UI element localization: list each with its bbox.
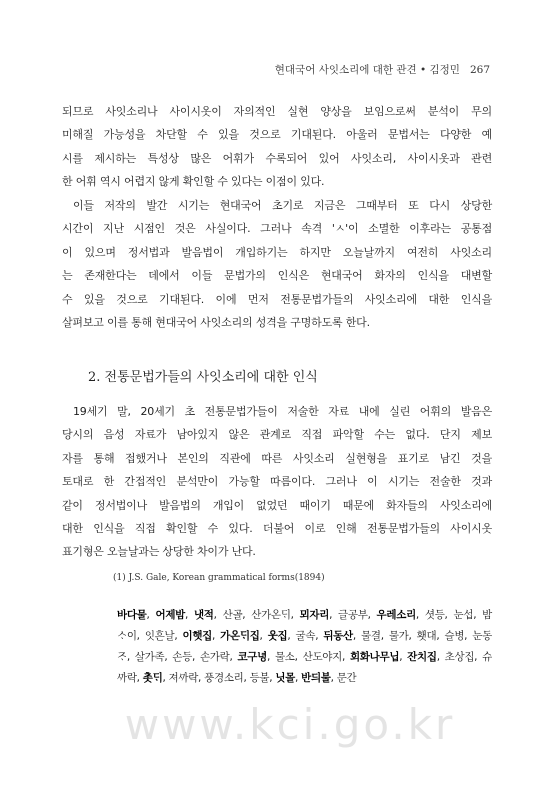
plain-words: , 굴속, — [287, 630, 324, 642]
bold-word: 웃집 — [267, 630, 288, 642]
text-line: 자를 통해 접했거나 본인의 직관에 따른 사잇소리 실현형을 표기로 남긴 것을 — [62, 451, 492, 465]
word-separator: , — [146, 609, 156, 621]
example-line — [117, 626, 492, 647]
bold-word: 냇적 — [193, 609, 214, 621]
text-line: 미해질 가능성을 차단할 수 있을 것으로 기대된다. 아울러 문법서는 다양한 예 — [62, 128, 492, 142]
example-line — [117, 668, 492, 689]
bold-word: 촛ᄃᆡ — [142, 672, 163, 684]
bold-word: 뫼자리 — [299, 609, 330, 621]
bold-word: 회화나무닙 — [349, 651, 400, 663]
bold-word: 어제밤 — [155, 609, 186, 621]
plain-words: , 문간 — [330, 672, 357, 684]
running-header — [250, 62, 490, 77]
bold-word: 가온ᄃᆡ집 — [220, 630, 260, 642]
text-line: 표기형은 오늘날과는 상당한 차이가 난다. — [62, 545, 256, 559]
paragraph-publication-period — [62, 194, 492, 334]
text-line: 시를 제시하는 특성상 많은 어휘가 수록되어 있어 사잇소리, 사이시옷과 관련 — [62, 151, 492, 165]
word-separator: , — [212, 630, 221, 642]
text-line: 같이 정서법이나 발음법의 개입이 없었던 때이기 때문에 화자들의 사잇소리에 — [62, 498, 492, 512]
text-line: 이 있으며 정서법과 발음법이 개입하기는 하지만 오늘날까지 여전히 사잇소리 — [62, 245, 492, 259]
word-separator: , — [185, 609, 194, 621]
word-separator: , — [295, 672, 302, 684]
example-line — [117, 605, 492, 626]
text-line: 이들 저작의 발간 시기는 현대국어 초기로 지금은 그때부터 또 다시 상당한 — [73, 199, 492, 212]
text-line: 대한 인식을 직접 확인할 수 있다. 더불어 이로 인해 전통문법가들의 사이시옷 — [62, 522, 492, 536]
section-heading: 2. 전통문법가들의 사잇소리에 대한 인식 — [88, 370, 318, 385]
bold-word: 이햇집 — [182, 630, 213, 642]
bold-word: 우레소리 — [376, 609, 416, 621]
paragraph-intro-continuation — [62, 100, 492, 194]
bold-word: 닛몰 — [275, 672, 296, 684]
text-line: 시간이 지난 시점인 것은 사실이다. 그러나 속격 'ㅅ'이 소멸한 이후라는 공통점 — [62, 222, 492, 236]
plain-words: ᄉᆞ이, 잇흔날, — [117, 630, 183, 642]
plain-words: , 글공부, — [329, 609, 377, 621]
text-line: 당시의 음성 자료가 남아있지 않은 관계로 직접 파악할 수는 없다. 단지 제보 — [62, 428, 492, 442]
plain-words: , 져ᄭᅡ락, 풍경소리, 등불, — [162, 672, 276, 684]
plain-words: , 초상집, 슈 — [436, 651, 492, 663]
word-separator: , — [259, 630, 268, 642]
text-line: 살펴보고 이를 통해 현대국어 사잇소리의 성격을 구명하도록 한다. — [62, 316, 370, 330]
bold-word: 반듸불 — [301, 672, 331, 684]
bold-word: 코구녕 — [237, 651, 267, 663]
text-line: 되므로 사잇소리나 사이시옷이 자의적인 실현 양상을 보임으로써 분석이 무의 — [62, 105, 492, 118]
example-word-list — [117, 605, 492, 689]
text-line: 는 존재한다는 데에서 이들 문법가의 인식은 현대국어 화자의 인식을 대변할 — [62, 269, 492, 283]
page-number: 267 — [469, 64, 490, 76]
running-title: 현대국어 사잇소리에 대한 관견 • 김정민 — [274, 64, 460, 76]
plain-words: , 물소, 산도야지, — [267, 651, 350, 663]
watermark: www.kci.go.kr — [124, 700, 456, 749]
plain-words: , 셧등, 눈섭, 밤 — [415, 609, 492, 621]
bold-word: 바다물 — [117, 609, 147, 621]
plain-words: ᄌᆞ, 살가족, 손등, 손가락, — [117, 651, 238, 663]
example-caption: (1) J.S. Gale, Korean grammatical forms(1894) — [113, 573, 325, 583]
example-line — [117, 647, 492, 668]
text-line: 한 어휘 역시 어렵지 않게 확인할 수 있다는 이점이 있다. — [62, 175, 325, 189]
bold-word: 뒤동산 — [323, 630, 353, 642]
paragraph-traditional-grammarians — [62, 400, 492, 564]
bold-word: 잔치집 — [407, 651, 437, 663]
plain-words: , 산골, 산가온ᄃᆡ, — [213, 609, 300, 621]
plain-words: , 물결, 물가, 횃대, 슬병, 눈동 — [352, 630, 492, 642]
text-line: 토대로 한 간접적인 분석만이 가능할 따름이다. 그러나 이 시기는 전술한 것과 — [62, 475, 492, 489]
word-separator: , — [399, 651, 408, 663]
text-line: 19세기 말, 20세기 초 전통문법가들이 저술한 자료 내에 실린 어휘의 발음은 — [73, 405, 492, 418]
plain-words: ᄭᅡ락, — [117, 672, 143, 684]
text-line: 수 있을 것으로 기대된다. 이에 먼저 전통문법가들의 사잇소리에 대한 인식을 — [62, 292, 492, 306]
